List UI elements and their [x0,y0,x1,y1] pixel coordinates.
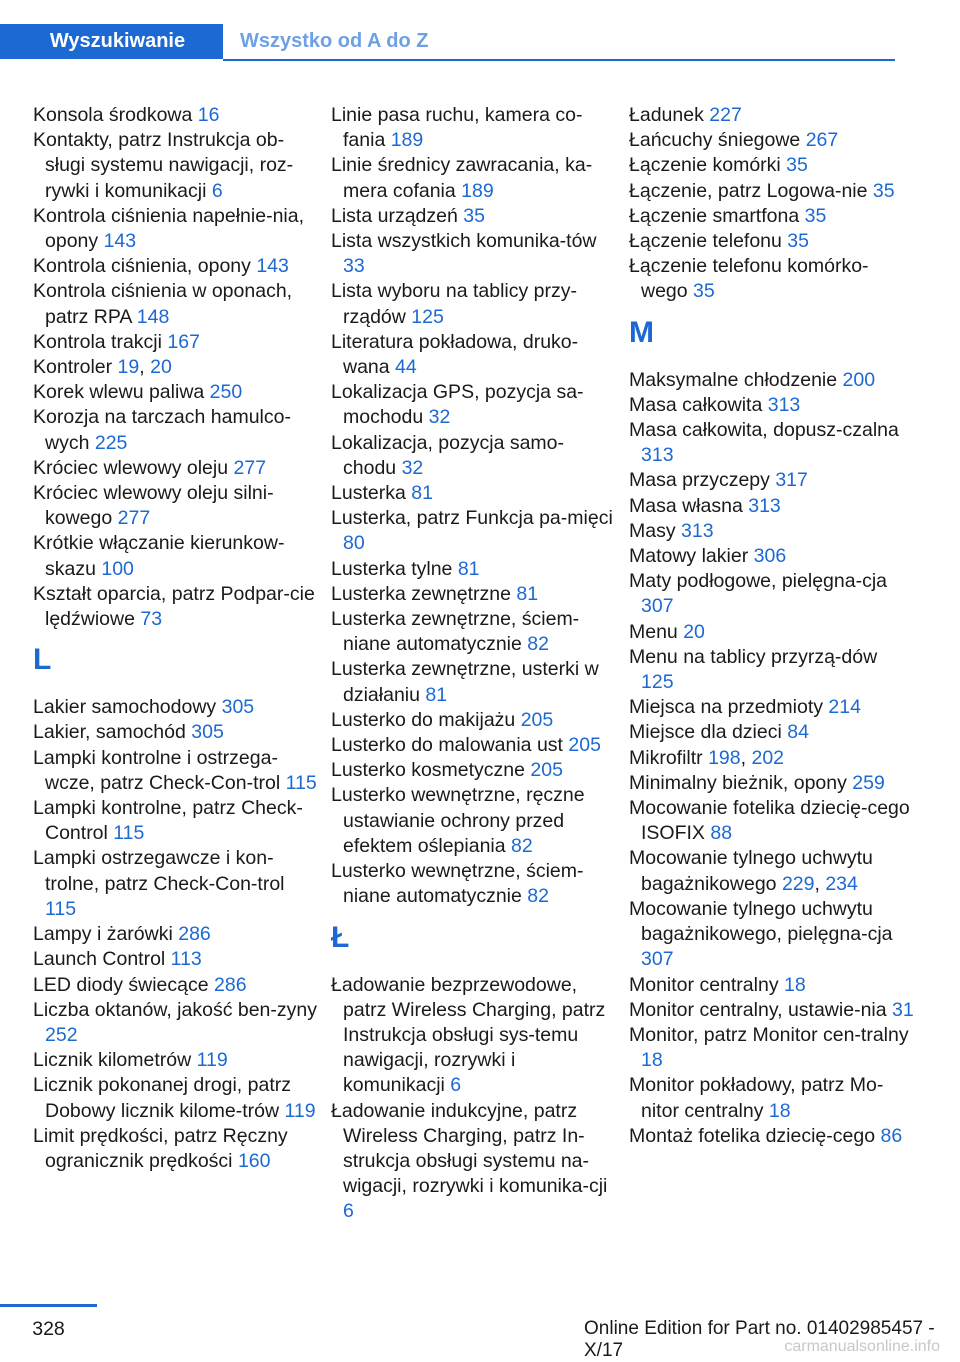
edition-note: Online Edition for Part no. 01402985457 - X/17 [584,1318,935,1361]
index-entry-term: Monitor, patrz Monitor cen-tralny [629,1023,909,1046]
index-entry [33,695,318,720]
page-link[interactable]: 202 [751,746,785,769]
index-entry-term: Lakier, samochód [33,721,192,744]
page-link[interactable]: 18 [768,1099,791,1122]
page-link[interactable]: 167 [167,330,200,353]
page-link[interactable]: 115 [113,822,145,845]
index-entry-term: Korozja na tarczach hamulco-wych [33,406,291,454]
index-letter-heading: M [629,315,654,349]
index-entry [331,657,616,707]
page-link[interactable]: 198 [708,746,741,769]
page-link[interactable]: 125 [411,305,444,328]
index-entry [629,998,914,1023]
index-entry [629,153,914,178]
index-entry-term: Ładunek [629,104,710,126]
index-entry [33,103,318,128]
index-entry-term: Menu na tablicy przyrzą-dów [629,645,878,668]
index-entry-term: Menu [629,620,684,643]
page-link[interactable]: 32 [401,456,424,479]
index-entry: Kontroler 19, 20 [33,356,172,379]
index-entry [331,481,616,506]
index-entry [629,179,914,204]
index-entry [331,733,616,758]
page-link[interactable]: 32 [428,406,451,429]
index-entry-term: Lokalizacja, pozycja samo-chodu [331,431,565,479]
index-entry-term: Kontrola trakcji [33,330,168,353]
index-entry-term: Lusterka zewnętrzne [331,582,517,605]
index-entry-term: Masa całkowita [629,393,768,416]
page-link[interactable]: 205 [530,759,563,782]
page-link[interactable]: 35 [804,204,827,227]
index-entry [629,796,914,846]
index-entry-term: Maksymalne chłodzenie [629,368,843,391]
index-entry-term: Miejsca na przedmioty [629,696,829,719]
page-link[interactable]: 125 [641,671,674,694]
index-entry-term: Literatura pokładowa, druko-wana [331,330,579,379]
index-entry [33,405,318,455]
index-entry-term: Miejsce dla dzieci [629,721,788,744]
page-link[interactable]: 20 [683,620,705,643]
index-entry-term: Lusterka tylne [331,557,458,580]
index-entry [33,1048,318,1073]
page-link[interactable]: 277 [117,507,151,530]
index-entry-term: Montaż fotelika dziecię-cego [629,1124,881,1147]
index-entry-term: Lusterko kosmetyczne [331,759,531,782]
page-link[interactable]: 252 [45,1023,78,1046]
index-entry [33,279,318,329]
index-entry [331,380,616,430]
page-link[interactable]: 313 [641,444,674,467]
page-link[interactable]: 115 [45,897,77,920]
index-entry [33,531,318,581]
page-link[interactable]: 229 [781,872,815,895]
index-entry [33,330,318,355]
page-link[interactable]: 35 [463,204,485,227]
page-link[interactable]: 250 [209,381,243,404]
page-link[interactable]: 307 [641,595,674,618]
index-entry-term: Łączenie, patrz Logowa-nie [629,179,873,202]
index-entry [33,380,318,405]
page-link[interactable]: 214 [828,696,861,719]
index-entry [629,128,914,153]
page-link[interactable]: 35 [693,280,715,303]
index-entry [629,897,914,973]
page-link[interactable]: 189 [390,129,424,152]
page-link[interactable]: 305 [221,696,255,719]
index-entry [629,103,914,128]
index-entry-term: Lusterko do malowania ust [331,734,569,757]
index-entry [33,796,318,846]
index-entry [33,720,318,745]
index-entry-term: Minimalny bieżnik, opony [629,771,853,794]
index-entry-term: Lusterka zewnętrzne, usterki w działaniu [331,658,599,706]
index-entry-term: Korek wlewu paliwa [33,381,210,404]
index-entry-term: Lusterko wewnętrzne, ściem-niane automatycznie [331,860,584,908]
tab-a-to-z[interactable]: Wszystko od A do Z [240,30,429,52]
page-link[interactable]: 35 [872,179,895,202]
index-entry [629,468,914,493]
page-link[interactable]: 189 [461,179,494,202]
index-entry [331,1099,616,1225]
watermark: carmanualsonline.info [784,1338,940,1355]
page-link[interactable]: 227 [709,104,742,126]
page-link[interactable]: 80 [343,532,365,555]
page-link[interactable]: 148 [136,305,170,328]
index-entry-term: Łączenie telefonu komórko-wego [629,255,869,303]
page-link[interactable]: 82 [511,834,533,857]
page-link[interactable]: 313 [681,519,714,542]
page-link[interactable]: 313 [767,393,801,416]
index-entry-term: Lusterko wewnętrzne, ręczne ustawianie ochrony przed efektem oślepiania [331,784,585,857]
page-number: 328 [32,1318,65,1340]
page-link[interactable]: 88 [710,822,733,845]
index-entry [33,582,318,632]
index-entry [629,418,914,468]
index-entry [629,519,914,544]
index-entry-term: Linie pasa ruchu, kamera co-fania [331,104,583,152]
index-letter-heading: L [33,643,52,677]
index-entry [331,783,616,859]
page-link[interactable]: 44 [395,356,417,379]
index-entry-term: Linie średnicy zawracania, ka-mera cofania [331,154,593,202]
page-link[interactable]: 18 [783,973,806,996]
page-link[interactable]: 86 [880,1124,903,1147]
page-link[interactable]: 82 [527,885,549,908]
index-entry [629,645,914,695]
page-link[interactable]: 81 [516,582,539,605]
page-link[interactable]: 143 [256,255,289,278]
index-entry [33,922,318,947]
page-link[interactable]: 73 [140,608,163,631]
page-link[interactable]: 35 [787,230,809,253]
page-link[interactable]: 286 [214,973,247,996]
index-entry [331,708,616,733]
index-entry [33,204,318,254]
index-entry-term: Łączenie komórki [629,154,787,177]
page-link[interactable]: 19 [117,356,140,379]
index-letter-heading: Ł [331,920,350,954]
tab-search[interactable]: Wyszukiwanie [0,24,223,59]
page-link[interactable]: 200 [842,368,876,391]
index-entry [629,368,914,393]
index-entry-term: Matowy lakier [629,545,754,568]
page-link[interactable]: 81 [411,482,433,505]
index-entry-term: Lusterka, patrz Funkcja pa-mięci [331,507,613,530]
tab-underline [223,59,895,61]
index-entry-term: Kontrola ciśnienia w oponach, patrz RPA [33,280,293,328]
index-entry [33,998,318,1048]
index-entry [331,758,616,783]
index-entry-term: Mikrofiltr [629,746,709,769]
index-entry [629,720,914,745]
index-entry [629,695,914,720]
index-column-1 [33,103,318,1174]
index-entry-term: Kontroler [33,356,118,379]
index-entry-term: Monitor centralny, ustawie-nia [629,998,893,1021]
index-entry [33,481,318,531]
index-entry-term: Lakier samochodowy [33,696,222,719]
page-link[interactable]: 119 [196,1049,228,1072]
index-entry-term: Kontakty, patrz Instrukcja ob-sługi systemu nawigacji, roz-rywki i komunikacji [33,129,294,202]
page-link[interactable]: 16 [197,104,220,126]
index-entry-term: Łączenie telefonu [629,230,788,253]
index-entry [629,254,914,304]
index-entry [629,229,914,254]
page-link[interactable]: 307 [641,948,674,971]
index-entry-term: Masa własna [629,494,749,517]
index-entry [33,746,318,796]
index-entry-term: Mocowanie tylnego uchwytu bagażnikowego, pielęgna-cja [629,897,893,946]
page-link[interactable]: 6 [343,1200,354,1223]
index-entry-term: Lampki ostrzegawcze i kon-trolne, patrz Check-Con-trol [33,847,285,895]
page-link[interactable]: 6 [211,179,223,202]
index-entry-term: Masa całkowita, dopusz-czalna [629,419,899,442]
index-entry [331,279,616,329]
page-link[interactable]: 205 [568,734,601,757]
index-entry-term: Liczba oktanów, jakość ben-zyny [33,998,317,1021]
index-entry-term: Króciec wlewowy oleju silni-kowego [33,482,274,530]
index-entry-term: Kontrola ciśnienia, opony [33,255,257,278]
index-entry [33,1124,318,1174]
index-entry [331,973,616,1099]
page-link[interactable]: 143 [103,230,137,253]
index-entry-term: Konsola środkowa [33,104,198,126]
index-entry [629,1023,914,1073]
footer-rule [0,1304,97,1307]
index-entry [33,128,318,204]
index-entry [331,229,616,279]
section-tabs [0,24,895,62]
index-entry-term: Lampy i żarówki [33,923,179,946]
page-link[interactable]: 115 [285,771,317,794]
index-entry [331,153,616,203]
page-link[interactable]: 317 [775,469,808,492]
index-entry-term: Lusterko do makijażu [331,708,521,731]
index-entry-term: Licznik kilometrów [33,1049,197,1072]
page-link[interactable]: 119 [284,1099,316,1122]
page-link[interactable]: 234 [825,872,858,895]
page-link[interactable]: 160 [237,1149,271,1172]
index-entry-term: Łączenie smartfona [629,204,805,227]
page-link[interactable]: 305 [191,721,224,744]
page-link[interactable]: 81 [425,683,448,706]
index-entry-term: Monitor pokładowy, patrz Mo-nitor centralny [629,1074,884,1122]
index-entry-term: Lusterka zewnętrzne, ściem-niane automatycznie [331,608,580,656]
index-entry [629,569,914,619]
page-link[interactable]: 33 [343,255,365,278]
index-entry [33,254,318,279]
page-link[interactable]: 31 [892,998,914,1021]
index-entry [33,947,318,972]
index-entry: Mikrofiltr 198, 202 [629,746,785,769]
index-entry-term: Mocowanie fotelika dziecię-cego ISOFIX [629,797,910,845]
index-entry-term: Kontrola ciśnienia napełnie-nia, opony [33,204,305,253]
index-entry-term: Mocowanie tylnego uchwytu bagażnikowego [629,847,873,895]
index-entry-term: Lampki kontrolne i ostrzega-wcze, patrz Check-Con-trol [33,746,286,794]
index-entry-term: Lusterka [331,482,412,505]
index-entry [331,506,616,556]
index-entry [629,544,914,569]
index-entry-term: Króciec wlewowy oleju [33,456,234,479]
page-link[interactable]: 306 [753,545,787,568]
index-entry [629,494,914,519]
index-entry-term: Ładowanie indukcyjne, patrz Wireless Charging, patrz In-strukcja obsługi systemu na-wigacji, rozrywki i komunika-cji [331,1099,608,1198]
index-entry [33,846,318,922]
index-entry-term: Masa przyczepy [629,469,776,492]
index-entry-term: Lokalizacja GPS, pozycja sa-mochodu [331,381,584,429]
page-link[interactable]: 84 [787,721,809,744]
page-link[interactable]: 205 [520,708,554,731]
index-entry-term: Limit prędkości, patrz Ręczny ogranicznik prędkości [33,1124,288,1172]
index-entry [629,393,914,418]
index-entry-term: Kształt oparcia, patrz Podpar-cie lędźwiowe [33,582,315,631]
page-link[interactable]: 267 [805,129,839,152]
index-entry [629,973,914,998]
index-entry-term: Ładowanie bezprzewodowe, patrz Wireless Charging, patrz Instrukcja obsługi sys-temu nawigacji, rozrywki i komunikacji [331,973,606,1097]
index-entry-term: Monitor centralny [629,973,784,996]
index-entry-term: Lampki kontrolne, patrz Check-Control [33,797,303,845]
index-column-2 [331,103,616,1225]
index-entry-term: Licznik pokonanej drogi, patrz Dobowy licznik kilome-trów [33,1074,291,1122]
page-link[interactable]: 225 [94,431,128,454]
page-link[interactable]: 100 [101,557,134,580]
page-link[interactable]: 35 [786,154,808,177]
index-entry-term: Lista wszystkich komunika-tów [331,230,597,253]
index-entry [331,330,616,380]
index-entry [629,1124,914,1149]
page-link[interactable]: 82 [527,633,549,656]
page-link[interactable]: 6 [450,1074,462,1097]
index-entry [331,557,616,582]
index-column-3 [629,103,914,1149]
index-entry [331,431,616,481]
index-entry [331,204,616,229]
index-entry [331,607,616,657]
page-link[interactable]: 286 [178,923,211,946]
index-entry [33,1073,318,1123]
page-link[interactable]: 277 [233,456,267,479]
page-link[interactable]: 20 [150,356,172,379]
index-entry [33,973,318,998]
index-entry [331,103,616,153]
index-entry [33,456,318,481]
page-link[interactable]: 81 [457,557,480,580]
index-entry-term: Lista urządzeń [331,204,464,227]
page-link[interactable]: 259 [852,771,885,794]
page-link[interactable]: 18 [641,1049,663,1072]
index-entry-term: Łańcuchy śniegowe [629,129,806,152]
index-entry-term: Maty podłogowe, pielęgna-cja [629,570,887,593]
index-entry-term: Lista wyboru na tablicy przy-rządów [331,280,578,328]
index-entry [629,771,914,796]
page-link[interactable]: 113 [170,948,202,971]
index-entry-term: Krótkie włączanie kierunkow-skazu [33,532,285,580]
index-entry [629,1073,914,1123]
index-entry [331,582,616,607]
index-entry [629,620,914,645]
index-entry: Mocowanie tylnego uchwytu bagażnikowego 229, 234 [629,847,873,895]
index-entry [331,859,616,909]
index-entry [629,204,914,229]
index-entry-term: LED diody świecące [33,973,215,996]
index-entry-term: Launch Control [33,948,171,971]
page-link[interactable]: 313 [748,494,781,517]
index-entry-term: Masy [629,519,682,542]
